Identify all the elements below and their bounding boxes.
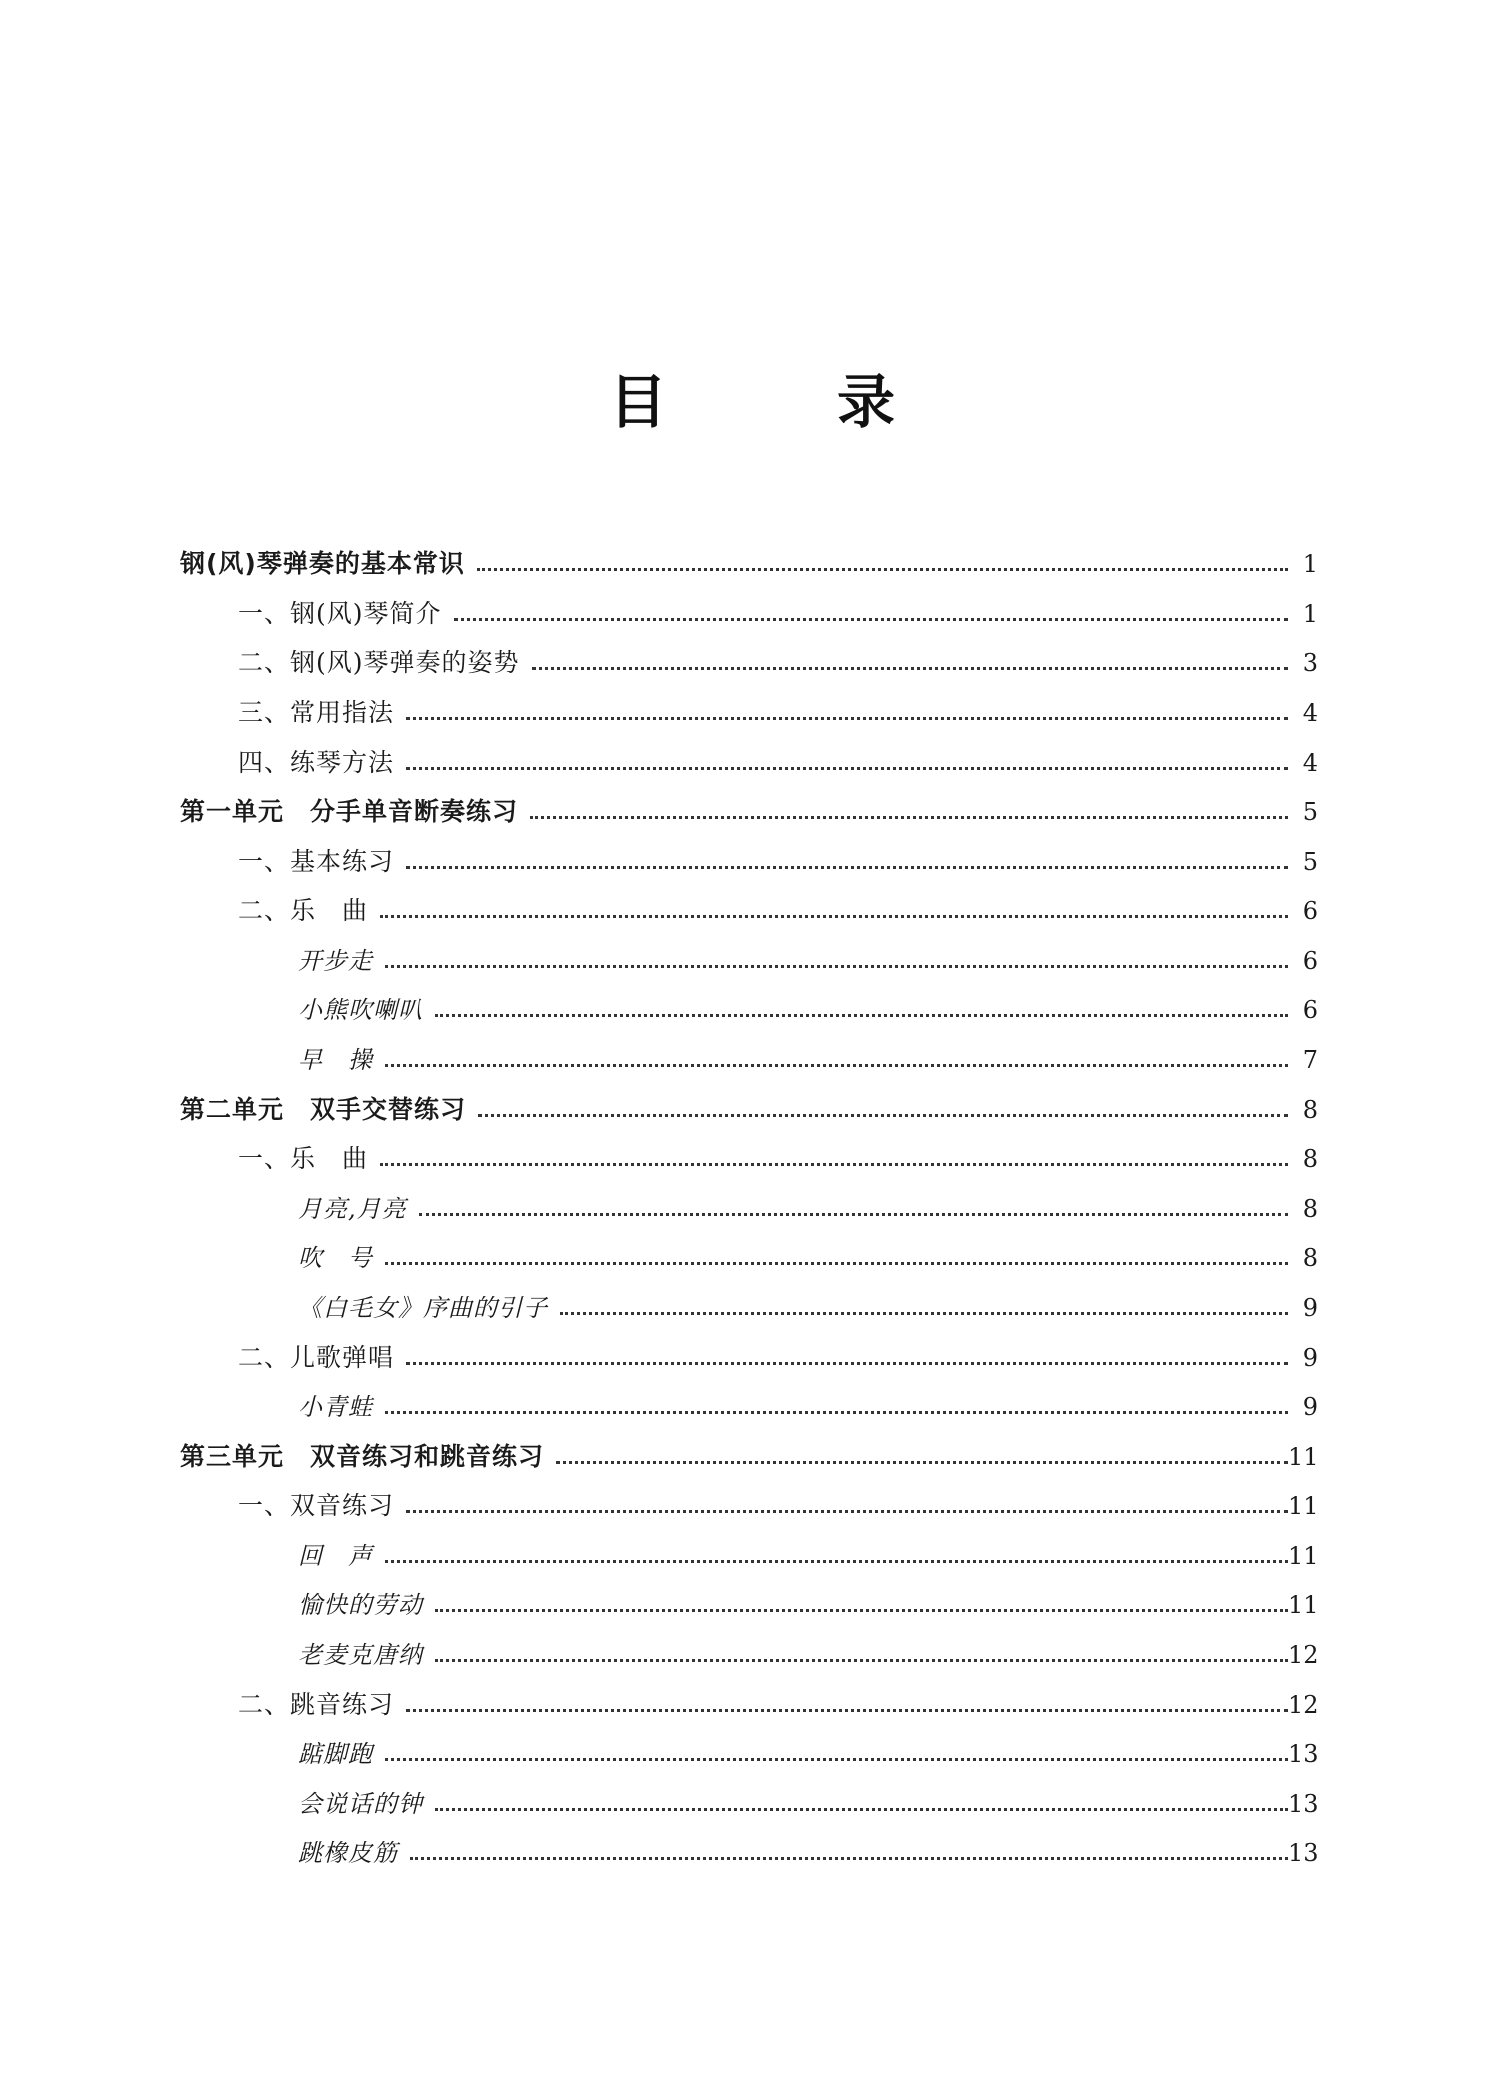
toc-entry-page: 3 bbox=[1302, 649, 1318, 677]
toc-entry-label: 三、常用指法 bbox=[238, 698, 395, 727]
toc-entry-page: 11 bbox=[1288, 1443, 1319, 1471]
title-char-2: 录 bbox=[837, 368, 896, 436]
dot-leader bbox=[385, 1238, 1288, 1265]
dot-leader bbox=[406, 743, 1288, 770]
toc-entry-subsection[interactable] bbox=[0, 594, 1504, 634]
dot-leader bbox=[385, 1040, 1288, 1067]
toc-entry-label: 钢(风)琴弹奏的基本常识 bbox=[180, 549, 465, 578]
toc-entry-page: 1 bbox=[1302, 550, 1318, 578]
toc-entry-page: 8 bbox=[1302, 1145, 1318, 1173]
toc-entry-unit[interactable] bbox=[0, 792, 1504, 832]
toc-entry-piece[interactable] bbox=[0, 1189, 1504, 1229]
dot-leader bbox=[385, 1536, 1288, 1563]
toc-entry-unit[interactable] bbox=[0, 1090, 1504, 1130]
dot-leader bbox=[435, 1784, 1288, 1811]
dot-leader bbox=[380, 891, 1288, 918]
toc-entry-label: 愉快的劳动 bbox=[298, 1591, 423, 1619]
toc-entry-piece[interactable] bbox=[0, 990, 1504, 1030]
dot-leader bbox=[406, 693, 1288, 720]
toc-entry-page: 9 bbox=[1302, 1294, 1318, 1322]
dot-leader bbox=[406, 1338, 1288, 1365]
toc-entry-subsection[interactable] bbox=[0, 1486, 1504, 1526]
toc-entry-page: 11 bbox=[1288, 1492, 1319, 1520]
toc-entry-label: 回 声 bbox=[298, 1542, 373, 1570]
toc-entry-label: 老麦克唐纳 bbox=[298, 1641, 423, 1669]
toc-entry-subsection[interactable] bbox=[0, 1685, 1504, 1725]
toc-entry-label: 一、基本练习 bbox=[238, 847, 395, 876]
dot-leader bbox=[454, 594, 1288, 621]
dot-leader bbox=[560, 1288, 1288, 1315]
toc-entry-label: 一、钢(风)琴简介 bbox=[238, 599, 442, 628]
toc-entry-label: 第三单元 双音练习和跳音练习 bbox=[180, 1442, 545, 1471]
toc-entry-piece[interactable] bbox=[0, 1536, 1504, 1576]
toc-entry-label: 二、乐 曲 bbox=[238, 896, 369, 925]
dot-leader bbox=[385, 1387, 1288, 1414]
toc-entry-page: 7 bbox=[1302, 1046, 1318, 1074]
toc-entry-label: 踮脚跑 bbox=[298, 1740, 373, 1768]
toc-entry-subsection[interactable] bbox=[0, 643, 1504, 683]
toc-entry-page: 4 bbox=[1302, 749, 1318, 777]
dot-leader bbox=[478, 1090, 1288, 1117]
toc-entry-piece[interactable] bbox=[0, 1040, 1504, 1080]
dot-leader bbox=[556, 1437, 1288, 1464]
toc-entry-page: 6 bbox=[1302, 897, 1318, 925]
toc-entry-label: 一、双音练习 bbox=[238, 1491, 395, 1520]
dot-leader bbox=[385, 941, 1288, 968]
toc-entry-page: 13 bbox=[1288, 1740, 1319, 1768]
dot-leader bbox=[380, 1139, 1288, 1166]
toc-entry-label: 跳橡皮筋 bbox=[298, 1839, 398, 1867]
toc-entry-label: 二、儿歌弹唱 bbox=[238, 1343, 395, 1372]
toc-entry-page: 9 bbox=[1302, 1393, 1318, 1421]
dot-leader bbox=[385, 1734, 1288, 1761]
toc-entry-label: 开步走 bbox=[298, 947, 373, 975]
dot-leader bbox=[435, 1585, 1288, 1612]
toc-entry-piece[interactable] bbox=[0, 1784, 1504, 1824]
dot-leader bbox=[435, 990, 1288, 1017]
toc-entry-label: 二、钢(风)琴弹奏的姿势 bbox=[238, 648, 520, 677]
toc-entry-page: 5 bbox=[1302, 798, 1318, 826]
toc-entry-piece[interactable] bbox=[0, 1833, 1504, 1873]
toc-entry-page: 13 bbox=[1288, 1790, 1319, 1818]
toc-entry-piece[interactable] bbox=[0, 1734, 1504, 1774]
toc-entry-label: 小熊吹喇叭 bbox=[298, 996, 423, 1024]
toc-entry-piece[interactable] bbox=[0, 941, 1504, 981]
toc-entry-subsection[interactable] bbox=[0, 743, 1504, 783]
toc-entry-page: 11 bbox=[1288, 1591, 1319, 1619]
toc-entry-label: 第一单元 分手单音断奏练习 bbox=[180, 797, 519, 826]
toc-entry-label: 早 操 bbox=[298, 1046, 373, 1074]
toc-entry-page: 4 bbox=[1302, 699, 1318, 727]
toc-entry-page: 8 bbox=[1302, 1244, 1318, 1272]
toc-entry-label: 一、乐 曲 bbox=[238, 1144, 369, 1173]
toc-entry-section[interactable] bbox=[0, 544, 1504, 584]
toc-entry-label: 会说话的钟 bbox=[298, 1790, 423, 1818]
dot-leader bbox=[477, 544, 1288, 571]
dot-leader bbox=[406, 1486, 1288, 1513]
toc-entry-page: 6 bbox=[1302, 996, 1318, 1024]
toc-entry-piece[interactable] bbox=[0, 1288, 1504, 1328]
toc-entry-label: 吹 号 bbox=[298, 1244, 373, 1272]
toc-entry-page: 13 bbox=[1288, 1839, 1319, 1867]
toc-entry-page: 12 bbox=[1288, 1691, 1319, 1719]
toc-entry-page: 5 bbox=[1302, 848, 1318, 876]
toc-entry-page: 9 bbox=[1302, 1344, 1318, 1372]
toc-entry-subsection[interactable] bbox=[0, 693, 1504, 733]
toc-entry-piece[interactable] bbox=[0, 1635, 1504, 1675]
toc-entry-label: 月亮,月亮 bbox=[298, 1195, 407, 1223]
toc-entry-page: 11 bbox=[1288, 1542, 1319, 1570]
toc-entry-label: 小青蛙 bbox=[298, 1393, 373, 1421]
toc-entry-page: 6 bbox=[1302, 947, 1318, 975]
toc-entry-subsection[interactable] bbox=[0, 842, 1504, 882]
dot-leader bbox=[435, 1635, 1288, 1662]
dot-leader bbox=[406, 842, 1288, 869]
toc-entry-unit[interactable] bbox=[0, 1437, 1504, 1477]
dot-leader bbox=[406, 1685, 1288, 1712]
dot-leader bbox=[532, 643, 1288, 670]
toc-entry-page: 1 bbox=[1302, 600, 1318, 628]
toc-entry-subsection[interactable] bbox=[0, 1338, 1504, 1378]
toc-entry-page: 8 bbox=[1302, 1096, 1318, 1124]
toc-entry-piece[interactable] bbox=[0, 1238, 1504, 1278]
toc-entry-piece[interactable] bbox=[0, 1585, 1504, 1625]
toc-entry-label: 《白毛女》序曲的引子 bbox=[298, 1294, 548, 1322]
toc-entry-piece[interactable] bbox=[0, 1387, 1504, 1427]
toc-entry-subsection[interactable] bbox=[0, 1139, 1504, 1179]
dot-leader bbox=[419, 1189, 1288, 1216]
toc-entry-subsection[interactable] bbox=[0, 891, 1504, 931]
toc-entry-label: 四、练琴方法 bbox=[238, 748, 395, 777]
dot-leader bbox=[410, 1833, 1288, 1860]
toc-entry-page: 8 bbox=[1302, 1195, 1318, 1223]
dot-leader bbox=[530, 792, 1288, 819]
toc-entry-label: 第二单元 双手交替练习 bbox=[180, 1095, 467, 1124]
toc-entry-page: 12 bbox=[1288, 1641, 1319, 1669]
title-char-1: 目 bbox=[608, 368, 667, 436]
toc-entry-label: 二、跳音练习 bbox=[238, 1690, 395, 1719]
